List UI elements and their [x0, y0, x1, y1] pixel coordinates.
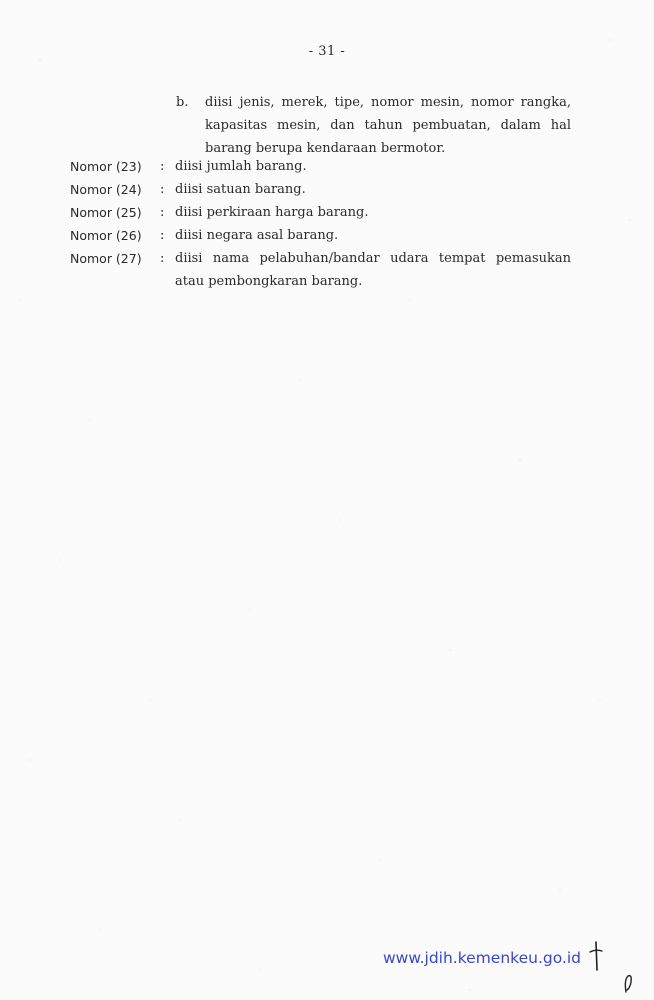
sub-item-b	[176, 91, 571, 160]
field-number-label: Nomor (26)	[70, 228, 142, 243]
field-description: diisi perkiraan harga barang.	[175, 205, 369, 220]
colon-separator: :	[160, 228, 165, 243]
field-description: diisi satuan barang.	[175, 182, 306, 197]
colon-separator: :	[160, 251, 165, 266]
jdih-website-link[interactable]: www.jdih.kemenkeu.go.id	[383, 949, 581, 967]
field-description: diisi negara asal barang.	[175, 228, 339, 243]
field-row	[70, 201, 571, 224]
field-row	[70, 155, 571, 178]
field-description: diisi jumlah barang.	[175, 159, 307, 174]
field-description: diisi nama pelabuhan/bandar udara tempat pemasukan atau pembongkaran barang.	[175, 251, 571, 289]
colon-separator: :	[160, 205, 165, 220]
field-number-label: Nomor (23)	[70, 159, 142, 174]
sub-item-marker: b.	[176, 95, 189, 110]
field-number-label: Nomor (24)	[70, 182, 142, 197]
field-number-label: Nomor (25)	[70, 205, 142, 220]
handwritten-paraf-mark	[586, 940, 636, 995]
field-number-label: Nomor (27)	[70, 251, 142, 266]
field-row	[70, 247, 571, 293]
colon-separator: :	[160, 159, 165, 174]
colon-separator: :	[160, 182, 165, 197]
page-number: - 31 -	[308, 44, 346, 59]
field-description-list	[70, 155, 571, 293]
sub-item-text: diisi jenis, merek, tipe, nomor mesin, nomor rangka, kapasitas mesin, dan tahun pembuatan, dalam hal barang berupa kendaraan bermotor.	[205, 95, 571, 156]
field-row	[70, 224, 571, 247]
field-row	[70, 178, 571, 201]
